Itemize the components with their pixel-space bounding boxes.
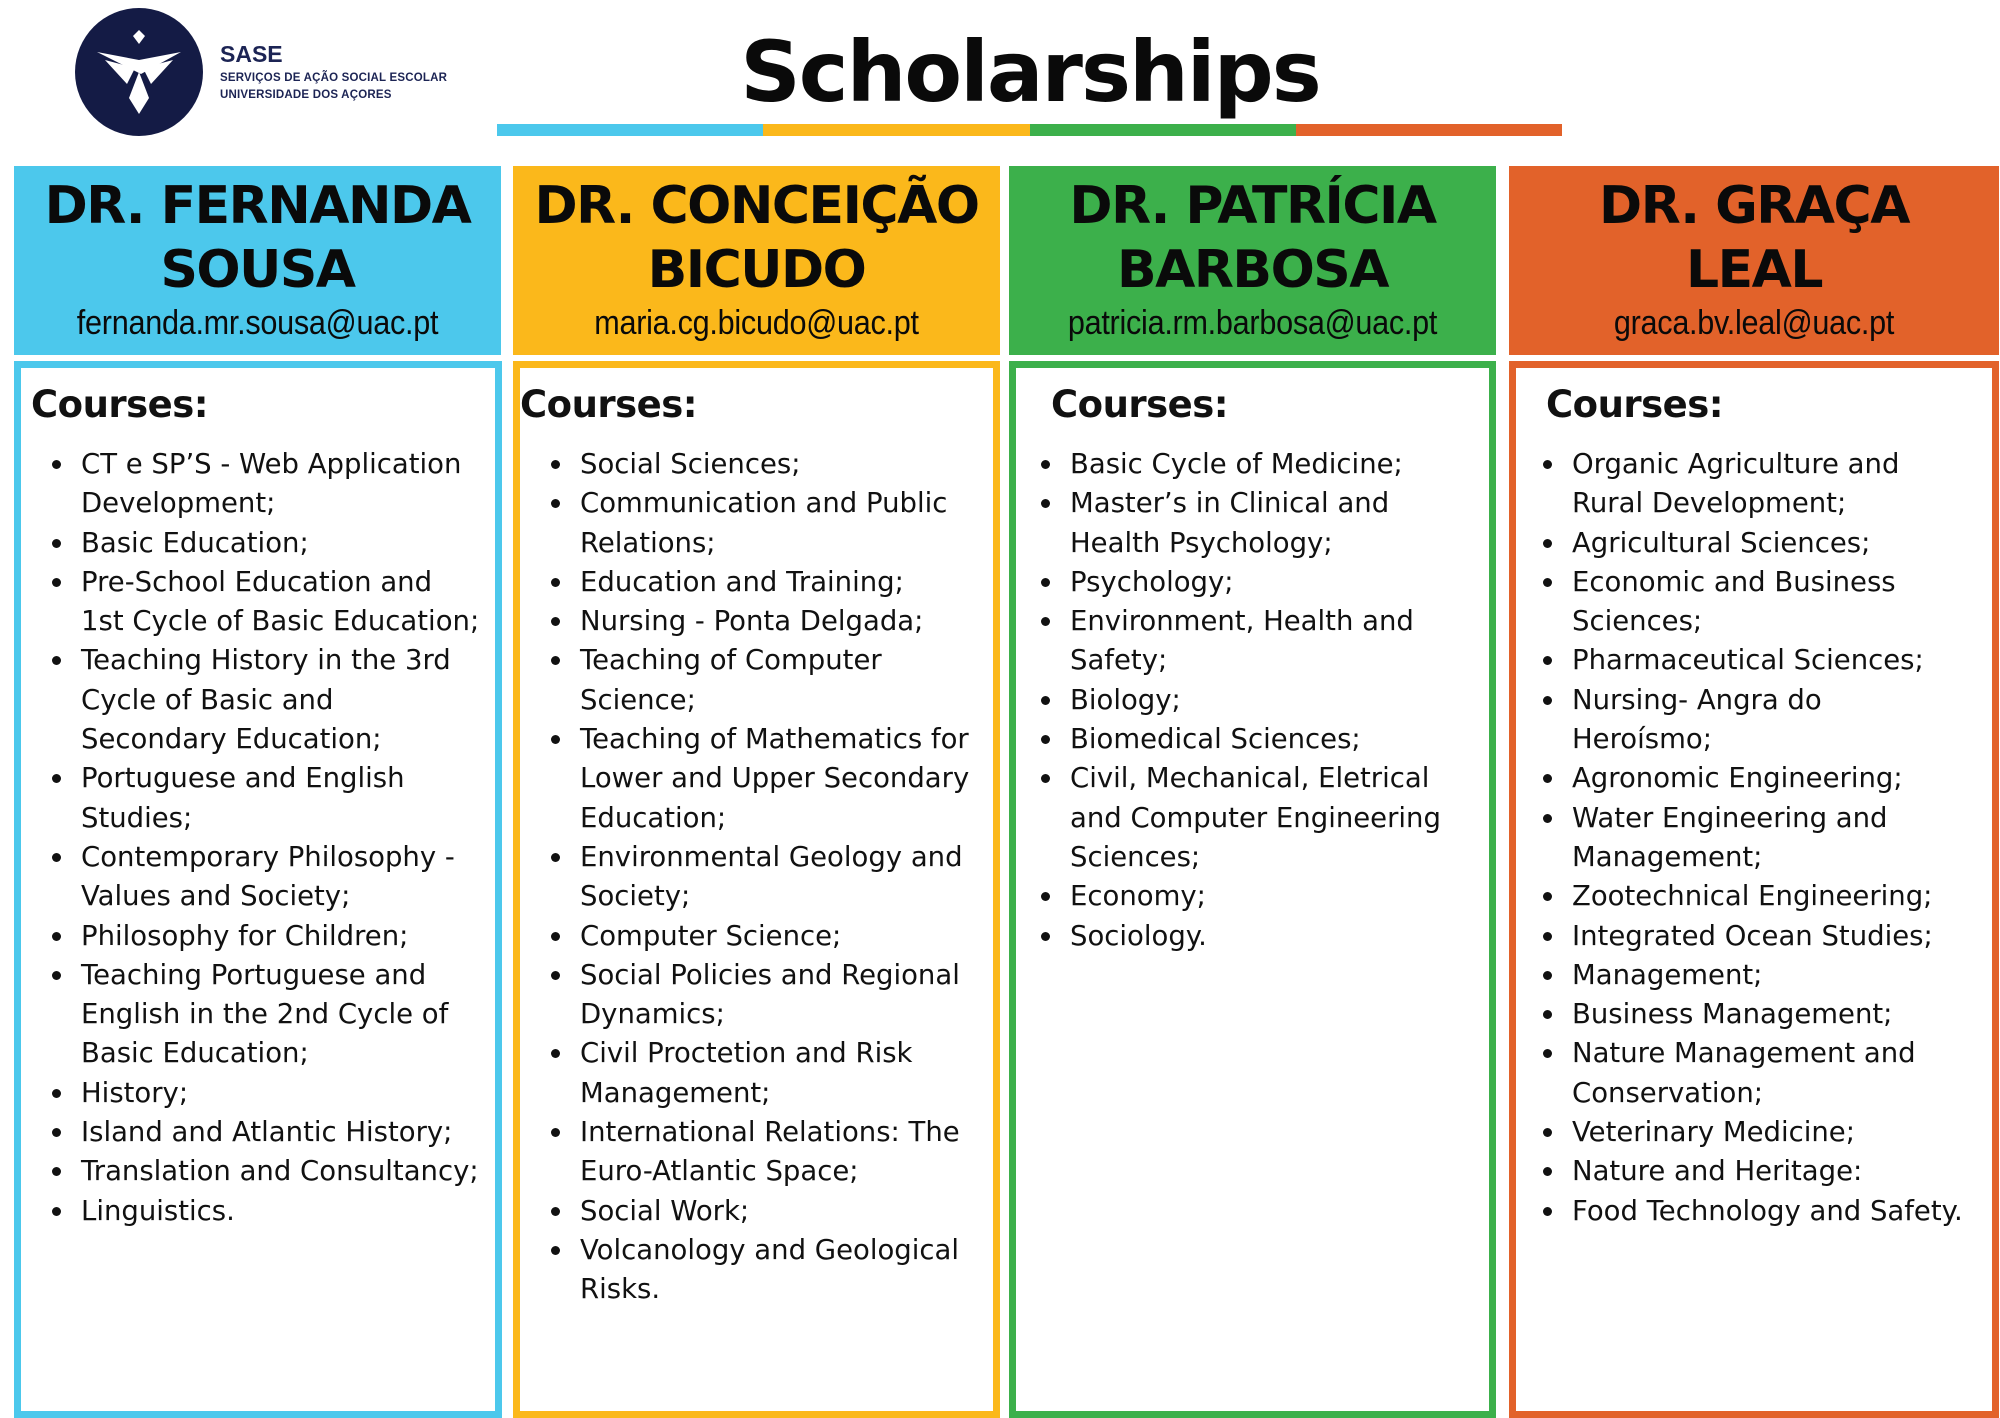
course-item-line: Health Psychology; [1070, 526, 1333, 559]
university-emblem-icon [75, 8, 203, 136]
coordinator-name-line-2: BARBOSA [1117, 240, 1388, 300]
course-item [1022, 445, 1441, 484]
course-item-line: Agricultural Sciences; [1572, 526, 1871, 559]
bullet-icon [52, 1207, 61, 1216]
course-item-line: Social Policies and Regional [580, 958, 960, 991]
course-item-line: Sociology. [1070, 919, 1207, 952]
course-item-line: Values and Society; [81, 880, 351, 913]
course-item-line: Cycle of Basic and [81, 683, 334, 716]
course-item-line: Veterinary Medicine; [1572, 1116, 1855, 1149]
course-item [33, 759, 479, 838]
course-item [532, 1113, 969, 1192]
course-item [1524, 759, 1963, 798]
bullet-icon [52, 932, 61, 941]
course-item-line: Teaching Portuguese and [81, 958, 427, 991]
bullet-icon [1543, 892, 1552, 901]
bullet-icon [1543, 1128, 1552, 1137]
course-item-line: Economy; [1070, 880, 1206, 913]
underline-blue-segment [497, 124, 763, 136]
courses-heading: Courses: [520, 383, 698, 426]
course-item-line: Basic Education; [81, 1037, 309, 1070]
bullet-icon [1543, 971, 1552, 980]
course-item [1524, 995, 1963, 1034]
bullet-icon [1543, 932, 1552, 941]
course-item [1524, 917, 1963, 956]
coordinator-email: graca.bv.leal@uac.pt [1613, 304, 1895, 342]
bullet-icon [551, 617, 560, 626]
course-item-line: Integrated Ocean Studies; [1572, 919, 1933, 952]
coordinator-header-conceicao [513, 166, 1000, 355]
coordinator-name-line-1: DR. CONCEIÇÃO [534, 176, 979, 236]
bullet-icon [1041, 696, 1050, 705]
course-item-line: Basic Education; [81, 526, 309, 559]
bullet-icon [551, 735, 560, 744]
course-item [1524, 563, 1963, 642]
coordinator-email: maria.cg.bicudo@uac.pt [594, 304, 919, 342]
course-item-line: Relations; [580, 526, 716, 559]
course-item-line: Teaching History in the 3rd [81, 644, 451, 677]
course-item [33, 838, 479, 917]
course-item [1524, 445, 1963, 524]
course-item [532, 484, 969, 563]
course-item [532, 838, 969, 917]
bullet-icon [1543, 774, 1552, 783]
bullet-icon [52, 1089, 61, 1098]
bullet-icon [1041, 735, 1050, 744]
course-item-line: 1st Cycle of Basic Education; [81, 605, 480, 638]
bullet-icon [551, 656, 560, 665]
sase-logo [75, 8, 203, 136]
course-item-line: Volcanology and Geological [580, 1233, 960, 1266]
brand-block [220, 43, 447, 101]
brand-subtitle-2: UNIVERSIDADE DOS AÇORES [220, 88, 392, 101]
bullet-icon [551, 1128, 560, 1137]
course-item-line: Environment, Health and [1070, 605, 1414, 638]
course-item-line: Conservation; [1572, 1076, 1764, 1109]
underline-green-segment [1030, 124, 1296, 136]
bullet-icon [52, 853, 61, 862]
course-item-line: Philosophy for Children; [81, 919, 409, 952]
course-item-line: Psychology; [1070, 565, 1234, 598]
coordinator-name-line-1: DR. PATRÍCIA [1069, 176, 1436, 236]
bullet-icon [1041, 617, 1050, 626]
bullet-icon [52, 774, 61, 783]
course-box-fernanda [14, 361, 502, 1418]
bullet-icon [1543, 1167, 1552, 1176]
course-item [1524, 956, 1963, 995]
course-item-line: Sciences; [1572, 605, 1703, 638]
bullet-icon [551, 853, 560, 862]
coordinator-name-line-2: BICUDO [647, 240, 866, 300]
brand-subtitle-1: SERVIÇOS DE AÇÃO SOCIAL ESCOLAR [220, 72, 448, 84]
course-item [1022, 759, 1441, 877]
course-item [1022, 917, 1441, 956]
bullet-icon [52, 460, 61, 469]
course-item [33, 445, 479, 524]
bullet-icon [1543, 1207, 1552, 1216]
course-item [1524, 1034, 1963, 1113]
coordinator-email: fernanda.mr.sousa@uac.pt [76, 304, 439, 342]
courses-heading: Courses: [1051, 383, 1229, 426]
course-item [33, 1113, 479, 1152]
course-item-line: Education and Training; [580, 565, 904, 598]
course-item-line: Risks. [580, 1273, 661, 1306]
course-item [33, 956, 479, 1074]
course-item [1524, 877, 1963, 916]
bullet-icon [1041, 460, 1050, 469]
course-item-line: Communication and Public [580, 487, 948, 520]
course-item-line: Pharmaceutical Sciences; [1572, 644, 1924, 677]
course-item-line: Computer Science; [580, 919, 842, 952]
course-item-line: Master’s in Clinical and [1070, 487, 1390, 520]
course-item-line: Management; [1572, 958, 1763, 991]
course-item [1524, 1113, 1963, 1152]
title-underline [497, 124, 1562, 136]
course-item [1524, 799, 1963, 878]
course-item-line: Dynamics; [580, 998, 725, 1031]
brand-name: SASE [220, 41, 283, 67]
bullet-icon [1543, 460, 1552, 469]
course-item [1524, 524, 1963, 563]
bullet-icon [1543, 539, 1552, 548]
course-box-graca [1509, 361, 1999, 1418]
course-item-line: History; [81, 1076, 189, 1109]
course-list [1524, 445, 1963, 1231]
course-item-line: Linguistics. [81, 1194, 235, 1227]
course-item [1022, 563, 1441, 602]
course-item-line: Studies; [81, 801, 193, 834]
course-item [1022, 602, 1441, 681]
coordinator-header-patricia [1009, 166, 1496, 355]
coordinator-name-line-2: SOUSA [160, 240, 355, 300]
coordinator-header-fernanda [14, 166, 501, 355]
course-item [532, 956, 969, 1035]
course-item-line: Environmental Geology and [580, 840, 963, 873]
bullet-icon [1041, 932, 1050, 941]
course-item [33, 1074, 479, 1113]
course-item [33, 917, 479, 956]
bullet-icon [52, 971, 61, 980]
course-item-line: Safety; [1070, 644, 1168, 677]
course-item [1524, 1192, 1963, 1231]
course-list [33, 445, 479, 1231]
course-item [532, 1034, 969, 1113]
coordinator-name [14, 166, 501, 302]
course-item-line: Teaching of Mathematics for [580, 723, 969, 756]
course-item [532, 563, 969, 602]
bullet-icon [1543, 1010, 1552, 1019]
coordinator-name [513, 166, 1000, 302]
course-item-line: Management; [1572, 840, 1763, 873]
course-item-line: Education; [580, 801, 727, 834]
course-item [532, 720, 969, 838]
course-item-line: and Computer Engineering [1070, 801, 1441, 834]
course-item [1022, 484, 1441, 563]
course-item-line: Organic Agriculture and [1572, 448, 1900, 480]
bullet-icon [551, 932, 560, 941]
course-item [33, 1192, 479, 1231]
course-item-line: Teaching of Computer [580, 644, 882, 677]
bullet-icon [551, 460, 560, 469]
course-item-line: Euro-Atlantic Space; [580, 1155, 859, 1188]
course-item [1524, 1152, 1963, 1191]
course-item-line: Sciences; [1070, 840, 1201, 873]
course-item-line: Business Management; [1572, 998, 1893, 1031]
bullet-icon [551, 499, 560, 508]
coordinator-email: patricia.rm.barbosa@uac.pt [1067, 304, 1438, 342]
course-item-line: Water Engineering and [1572, 801, 1888, 834]
course-item-line: Biology; [1070, 683, 1181, 716]
course-item-line: Nursing - Ponta Delgada; [580, 605, 924, 638]
course-item-line: International Relations: The [580, 1116, 960, 1149]
course-item [1022, 877, 1441, 916]
course-item [33, 524, 479, 563]
course-item [532, 1231, 969, 1310]
bullet-icon [52, 1167, 61, 1176]
course-item [532, 445, 969, 484]
bullet-icon [1041, 578, 1050, 587]
course-item [532, 641, 969, 720]
bullet-icon [1543, 578, 1552, 587]
course-item-line: Social Work; [580, 1194, 750, 1227]
coordinator-name [1509, 166, 1999, 302]
course-item-line: Society; [580, 880, 691, 913]
courses-heading: Courses: [31, 383, 209, 426]
course-item [532, 917, 969, 956]
bullet-icon [551, 971, 560, 980]
course-item [1524, 641, 1963, 680]
course-item [33, 641, 479, 759]
course-item-line: Rural Development; [1572, 487, 1847, 520]
bullet-icon [551, 1049, 560, 1058]
course-item-line: Economic and Business [1572, 565, 1896, 598]
course-item-line: Contemporary Philosophy - [81, 840, 455, 873]
bullet-icon [1543, 656, 1552, 665]
course-item-line: CT e SP’S - Web Application [81, 448, 462, 480]
coordinator-name-line-1: DR. GRAÇA [1599, 176, 1909, 236]
course-item [33, 1152, 479, 1191]
course-item-line: Translation and Consultancy; [81, 1155, 479, 1188]
course-item-line: Pre-School Education and [81, 565, 433, 598]
course-item-line: Island and Atlantic History; [81, 1116, 453, 1149]
course-item-line: Zootechnical Engineering; [1572, 880, 1933, 913]
course-item-line: Nature and Heritage: [1572, 1155, 1863, 1188]
course-item-line: English in the 2nd Cycle of [81, 998, 449, 1031]
bullet-icon [551, 1207, 560, 1216]
course-item [1022, 681, 1441, 720]
bullet-icon [1543, 814, 1552, 823]
bullet-icon [52, 539, 61, 548]
bullet-icon [551, 1246, 560, 1255]
course-item-line: Social Sciences; [580, 448, 801, 480]
course-list [532, 445, 969, 1310]
coordinator-name [1009, 166, 1496, 302]
course-item [1022, 720, 1441, 759]
course-item-line: Heroísmo; [1572, 723, 1712, 756]
courses-heading: Courses: [1546, 383, 1724, 426]
course-item-line: Science; [580, 683, 696, 716]
bullet-icon [1543, 696, 1552, 705]
course-item-line: Basic Cycle of Medicine; [1070, 448, 1403, 480]
underline-yellow-segment [763, 124, 1029, 136]
course-box-patricia [1009, 361, 1496, 1418]
course-item-line: Development; [81, 487, 276, 520]
bullet-icon [551, 578, 560, 587]
bullet-icon [52, 656, 61, 665]
bullet-icon [1543, 1049, 1552, 1058]
course-item [532, 602, 969, 641]
coordinator-name-line-1: DR. FERNANDA [44, 176, 471, 236]
course-item-line: Civil, Mechanical, Eletrical [1070, 762, 1430, 795]
bullet-icon [1041, 499, 1050, 508]
course-box-conceicao [513, 361, 1000, 1418]
bullet-icon [1041, 774, 1050, 783]
bullet-icon [52, 578, 61, 587]
course-item-line: Secondary Education; [81, 723, 382, 756]
course-item-line: Nature Management and [1572, 1037, 1916, 1070]
coordinator-header-graca [1509, 166, 1999, 355]
coordinator-name-line-2: LEAL [1685, 240, 1823, 300]
bullet-icon [52, 1128, 61, 1137]
course-list [1022, 445, 1441, 956]
course-item-line: Nursing- Angra do [1572, 683, 1822, 716]
course-item [532, 1192, 969, 1231]
underline-orange-segment [1296, 124, 1562, 136]
course-item-line: Civil Proctetion and Risk [580, 1037, 913, 1070]
course-item-line: Lower and Upper Secondary [580, 762, 970, 795]
course-item [1524, 681, 1963, 760]
page-title: Scholarships [740, 23, 1320, 121]
course-item-line: Portuguese and English [81, 762, 405, 795]
course-item-line: Management; [580, 1076, 771, 1109]
course-item-line: Agronomic Engineering; [1572, 762, 1903, 795]
bullet-icon [1041, 892, 1050, 901]
course-item-line: Biomedical Sciences; [1070, 723, 1361, 756]
course-item-line: Food Technology and Safety. [1572, 1194, 1963, 1227]
course-item [33, 563, 479, 642]
